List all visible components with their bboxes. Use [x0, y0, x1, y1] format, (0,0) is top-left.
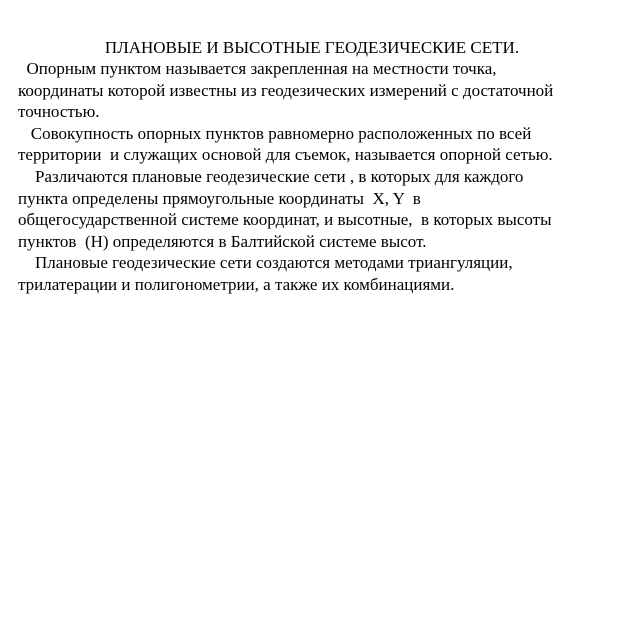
text-line: Опорным пунктом называется закрепленная на местности точка, [18, 59, 497, 78]
paragraph-creation-methods [18, 252, 614, 295]
text-line: общегосударственной системе координат, и высотные, в которых высоты [18, 210, 552, 230]
text-line: трилатерации и полигонометрии, а также их комбинациями. [18, 274, 455, 294]
text-line: Плановые геодезические сети создаются методами триангуляции, [18, 253, 513, 273]
document-body [18, 58, 614, 296]
text-line: Совокупность опорных пунктов равномерно расположенных по всей [18, 123, 532, 143]
text-line: координаты которой известны из геодезических измерений с достаточной [18, 80, 554, 100]
paragraph-reference-network-definition [18, 123, 614, 166]
text-line: территории и служащих основой для съемок, называется опорной сетью. [18, 145, 553, 165]
document-title: ПЛАНОВЫЕ И ВЫСОТНЫЕ ГЕОДЕЗИЧЕСКИЕ СЕТИ. [104, 38, 520, 57]
text-line: Различаются плановые геодезические сети , в которых для каждого [18, 166, 524, 186]
paragraph-reference-point-definition [18, 58, 614, 123]
text-line: пункта определены прямоугольные координаты X, Y в [18, 188, 421, 208]
paragraph-network-types [18, 166, 614, 252]
text-line: точностью. [18, 102, 100, 122]
text-line: пунктов (H) определяются в Балтийской системе высот. [18, 231, 427, 251]
